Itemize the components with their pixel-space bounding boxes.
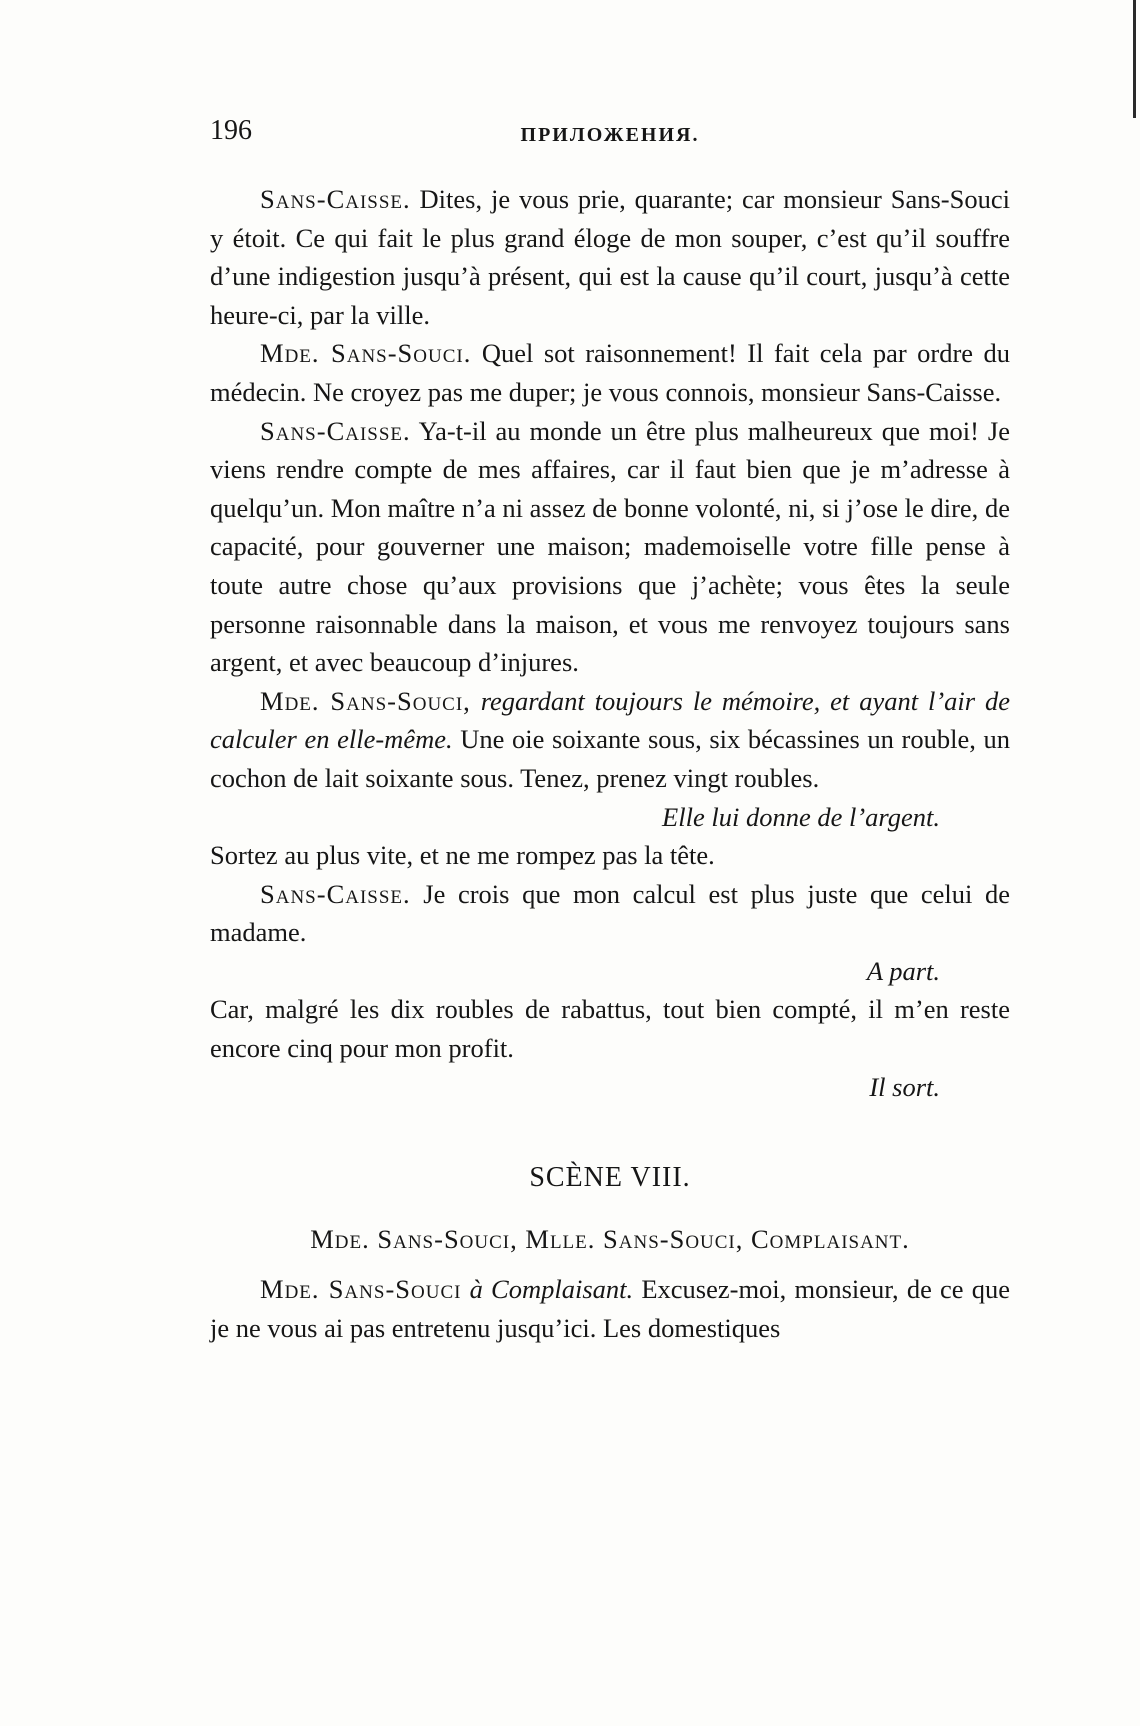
paragraph-5: Sortez au plus vite, et ne me rompez pas la tête. xyxy=(210,840,715,871)
dialogue-text: Excusez-moi, monsieur, de ce que je ne vous ai pas entretenu jusqu’ici. Les domestiques xyxy=(210,1274,1010,1344)
paragraph-3 xyxy=(210,412,1010,682)
speaker-name: Mde. Sans-Souci. xyxy=(260,338,472,369)
paragraph-8 xyxy=(210,1270,1010,1347)
dialogue-text: Quel sot raisonnement! Il fait cela par ordre du médecin. Ne croyez pas me duper; je vous connois, monsieur Sans-Caisse. xyxy=(210,338,1010,407)
text-block xyxy=(210,180,1010,1348)
cast-list: Mde. Sans-Souci, Mlle. Sans-Souci, Complaisant. xyxy=(310,1223,910,1254)
paragraph-4 xyxy=(210,682,1010,798)
stage-direction: Elle lui donne de l’argent. xyxy=(662,801,940,832)
dialogue-text: Dites, je vous prie, quarante; car monsieur Sans-Souci y étoit. Ce qui fait le plus grand éloge de mon souper, c’est qu’il souffre d’une indigestion jusqu’à présent, qui est la cause qu’il court, jusqu’à cette heure-ci, par la ville. xyxy=(210,184,1010,330)
stage-direction: Il sort. xyxy=(869,1071,940,1102)
dialogue-text: Ya-t-il au monde un être plus malheureux que moi! Je viens rendre compte de mes affaires, car il faut bien que je m’adresse à quelqu’un. Mon maître n’a ni assez de bonne volonté, ni, si j’ose le dire, de capacité, pour gouverner une maison; mademoiselle votre fille pense à toute autre chose qu’aux provisions que j’achète; vous êtes la seule personne raisonnable dans la maison, et vous me renvoyez toujours sans argent, et avec beaucoup d’injures. xyxy=(210,415,1010,678)
speaker-name: Sans-Caisse. xyxy=(260,415,411,446)
stage-direction-inline: à Complaisant. xyxy=(461,1274,634,1305)
page-number: 196 xyxy=(210,115,252,146)
stage-direction-inline: regardant toujours le mémoire, et ayant l’air de calculer en elle-même. xyxy=(210,685,1010,755)
speaker-name: Mde. Sans-Souci, xyxy=(260,685,471,716)
speaker-name: Mde. Sans-Souci xyxy=(260,1274,462,1305)
speaker-name: Sans-Caisse. xyxy=(260,184,411,214)
stage-direction: A part. xyxy=(866,955,940,986)
running-title: ПРИЛОЖЕНИЯ. xyxy=(520,124,700,146)
scene-title: SCÈNE VIII. xyxy=(529,1162,691,1194)
dialogue-text: Une oie soixante sous, six bécassines un rouble, un cochon de lait soixante sous. Tenez, prenez vingt roubles. xyxy=(210,724,1010,793)
paragraph-1 xyxy=(210,180,1010,334)
dialogue-text: Je crois que mon calcul est plus juste que celui de madame. xyxy=(210,878,1010,948)
speaker-name: Sans-Caisse. xyxy=(260,878,411,909)
page-edge-line xyxy=(1133,0,1136,118)
paragraph-2 xyxy=(210,334,1010,411)
page-header xyxy=(210,112,1010,152)
paragraph-6 xyxy=(210,875,1010,952)
paragraph-7: Car, malgré les dix roubles de rabattus, tout bien compté, il m’en reste encore cinq pour mon profit. xyxy=(210,994,1010,1064)
